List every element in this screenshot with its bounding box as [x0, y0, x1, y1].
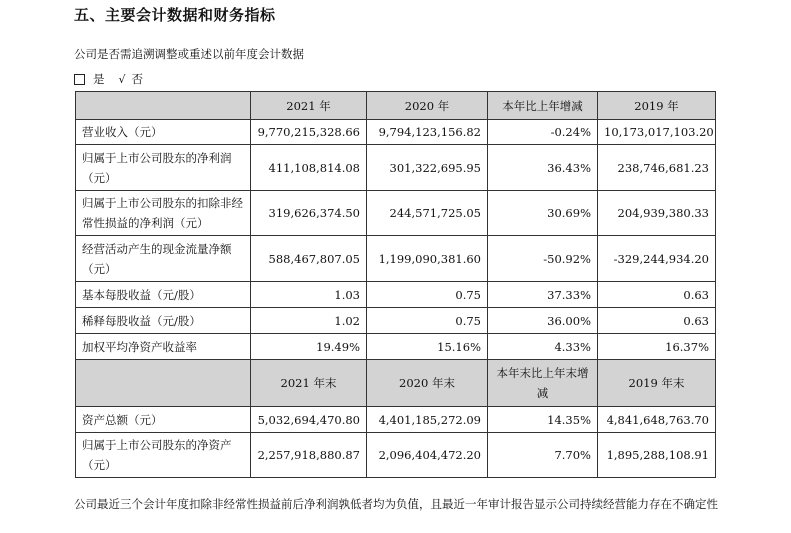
- cell-value: -0.24%: [488, 120, 598, 145]
- header-cell: 2019 年: [598, 92, 716, 120]
- table-row: [76, 407, 716, 433]
- table-row: [76, 236, 716, 282]
- cell-value: 319,626,374.50: [251, 191, 367, 236]
- cell-value: 36.00%: [488, 308, 598, 334]
- cell-value: 15.16%: [367, 334, 488, 360]
- header-cell: [76, 92, 251, 120]
- cell-value: 4.33%: [488, 334, 598, 360]
- cell-value: 0.63: [598, 308, 716, 334]
- check-mark-icon: √: [118, 72, 126, 86]
- cell-value: 19.49%: [251, 334, 367, 360]
- cell-value: 9,794,123,156.82: [367, 120, 488, 145]
- cell-value: 9,770,215,328.66: [251, 120, 367, 145]
- row-label: 营业收入（元）: [76, 120, 251, 145]
- header-cell: 2020 年末: [367, 360, 488, 407]
- row-label: 归属于上市公司股东的净利润（元）: [76, 145, 251, 191]
- row-label: 归属于上市公司股东的净资产（元）: [76, 433, 251, 478]
- table-header-row: [76, 360, 716, 407]
- cell-value: 1,895,288,108.91: [598, 433, 716, 478]
- cell-value: 0.75: [367, 282, 488, 308]
- row-label: 经营活动产生的现金流量净额（元）: [76, 236, 251, 282]
- cell-value: 411,108,814.08: [251, 145, 367, 191]
- cell-value: 4,401,185,272.09: [367, 407, 488, 433]
- yes-checkbox: [74, 74, 85, 85]
- cell-value: 2,257,918,880.87: [251, 433, 367, 478]
- cell-value: 1.03: [251, 282, 367, 308]
- cell-value: 30.69%: [488, 191, 598, 236]
- cell-value: 14.35%: [488, 407, 598, 433]
- financial-indicators-table: [75, 91, 716, 478]
- cell-value: 5,032,694,470.80: [251, 407, 367, 433]
- cell-value: 2,096,404,472.20: [367, 433, 488, 478]
- cell-value: 238,746,681.23: [598, 145, 716, 191]
- cell-value: 10,173,017,103.20: [598, 120, 716, 145]
- header-cell: 2019 年末: [598, 360, 716, 407]
- cell-value: -50.92%: [488, 236, 598, 282]
- table-row: [76, 120, 716, 145]
- cell-value: 0.63: [598, 282, 716, 308]
- cell-value: 36.43%: [488, 145, 598, 191]
- cell-value: 1.02: [251, 308, 367, 334]
- header-cell: 2020 年: [367, 92, 488, 120]
- cell-value: 37.33%: [488, 282, 598, 308]
- table-row: [76, 191, 716, 236]
- cell-value: 7.70%: [488, 433, 598, 478]
- cell-value: 244,571,725.05: [367, 191, 488, 236]
- cell-value: 588,467,807.05: [251, 236, 367, 282]
- header-cell: 本年比上年增减: [488, 92, 598, 120]
- table-row: [76, 433, 716, 478]
- header-cell: 2021 年: [251, 92, 367, 120]
- table-row: [76, 334, 716, 360]
- row-label: 基本每股收益（元/股）: [76, 282, 251, 308]
- cell-value: 16.37%: [598, 334, 716, 360]
- no-label: 否: [131, 72, 144, 86]
- restated-choice: [74, 71, 143, 87]
- restated-question: 公司是否需追溯调整或重述以前年度会计数据: [74, 47, 304, 61]
- row-label: 加权平均净资产收益率: [76, 334, 251, 360]
- cell-value: -329,244,934.20: [598, 236, 716, 282]
- row-label: 归属于上市公司股东的扣除非经常性损益的净利润（元）: [76, 191, 251, 236]
- cell-value: 0.75: [367, 308, 488, 334]
- going-concern-note: 公司最近三个会计年度扣除非经常性损益前后净利润孰低者均为负值，且最近一年审计报告显示公司持续经营能力存在不确定性: [74, 497, 718, 511]
- cell-value: 4,841,648,763.70: [598, 407, 716, 433]
- table-header-row: [76, 92, 716, 120]
- row-label: 资产总额（元）: [76, 407, 251, 433]
- yes-label: 是: [93, 72, 105, 86]
- header-cell: 2021 年末: [251, 360, 367, 407]
- cell-value: 204,939,380.33: [598, 191, 716, 236]
- table-row: [76, 282, 716, 308]
- table-row: [76, 308, 716, 334]
- row-label: 稀释每股收益（元/股）: [76, 308, 251, 334]
- header-cell: 本年末比上年末增减: [488, 360, 598, 407]
- section-heading: 五、主要会计数据和财务指标: [74, 6, 276, 24]
- cell-value: 301,322,695.95: [367, 145, 488, 191]
- header-cell: [76, 360, 251, 407]
- cell-value: 1,199,090,381.60: [367, 236, 488, 282]
- table-row: [76, 145, 716, 191]
